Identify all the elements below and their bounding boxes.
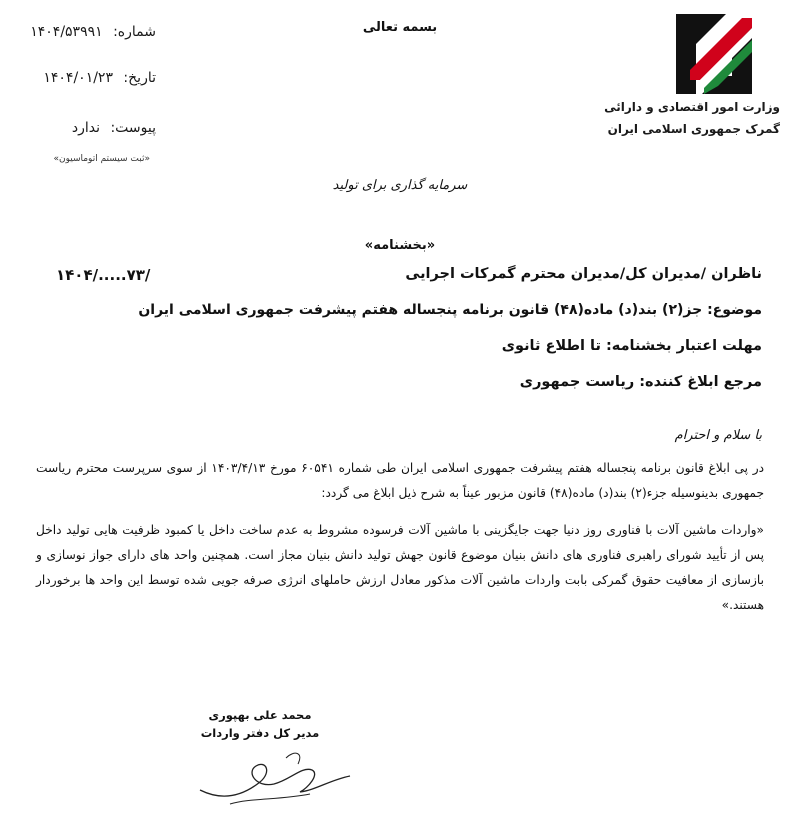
customs-name: گمرک جمهوری اسلامی ایران [607,122,780,136]
letter-number-label: شماره: [113,24,156,40]
circular-number [56,266,166,284]
customs-logo-icon [666,8,758,100]
circular-number-value: ۱۴۰۴/.....۷۳/ [56,266,151,284]
signatory-name: محمد علی بهپوری [208,708,312,722]
validity: مهلت اعتبار بخشنامه: تا اطلاع ثانوی [501,338,762,354]
body-intro: در پی ابلاغ قانون برنامه پنجساله هفتم پیشرفت جمهوری اسلامی ایران طی شماره ۶۰۵۴۱ مورخ ۱۴۰۳/۴/۱۳ از سوی سرپرست محترم ریاست جمهوری بدینوسیله جزء(۲) بند(د) ماده(۴۸) قانون مزبور عیناً به شرح ذیل ابلاغ می گردد: [36,461,765,500]
handwritten-signature [190,740,360,810]
letter-date-value: ۱۴۰۴/۰۱/۲۳ [43,70,113,86]
letter-date [6,70,156,86]
circular-title: «بخشنامه» [364,238,436,253]
issuing-authority: مرجع ابلاغ کننده: ریاست جمهوری [519,374,762,390]
ministry-name: وزارت امور اقتصادی و دارائی [604,100,780,114]
recipients: ناظران /مدیران کل/مدیران محترم گمرکات اجرایی [405,266,762,282]
letter-date-label: تاریخ: [123,70,156,86]
letter-number-value: ۱۴۰۴/۵۳۹۹۱ [30,24,103,40]
attachment-label: پیوست: [110,120,156,136]
letter-attachment [6,120,156,136]
letter-number [6,24,156,40]
greeting: با سلام و احترام [674,428,762,443]
body-quote: «واردات ماشین آلات با فناوری روز دنیا جهت جایگزینی با ماشین آلات فرسوده مشروط به عدم ساخت داخل یا کمبود ظرفیت هایی تولید داخل پس از تأیید شورای راهبری فناوری های دانش بنیان موضوع قانون جهش تولید دانش بنیان مجاز است. همچنین واحد های دارای جواز نوسازی و بازسازی از معافیت حقوق گمرکی بابت واردات ماشین آلات مذکور معادل ارزش حاملهای انرژی صرفه جویی شده توسط این واحد ها برخوردار هستند.» [36,523,764,612]
bismillah: بسمه تعالی [362,20,438,35]
signatory-title: مدیر کل دفتر واردات [200,726,320,740]
slogan: سرمایه گذاری برای تولید [332,178,468,193]
attachment-value: ندارد [71,120,100,136]
subject: موضوع: جز(۲) بند(د) ماده(۴۸) قانون برنامه پنجساله هفتم پیشرفت جمهوری اسلامی ایران [138,302,762,318]
customs-logo [666,8,758,100]
signature-scribble-icon [190,740,360,810]
automation-note: «ثبت سیستم اتوماسیون» [53,154,150,164]
